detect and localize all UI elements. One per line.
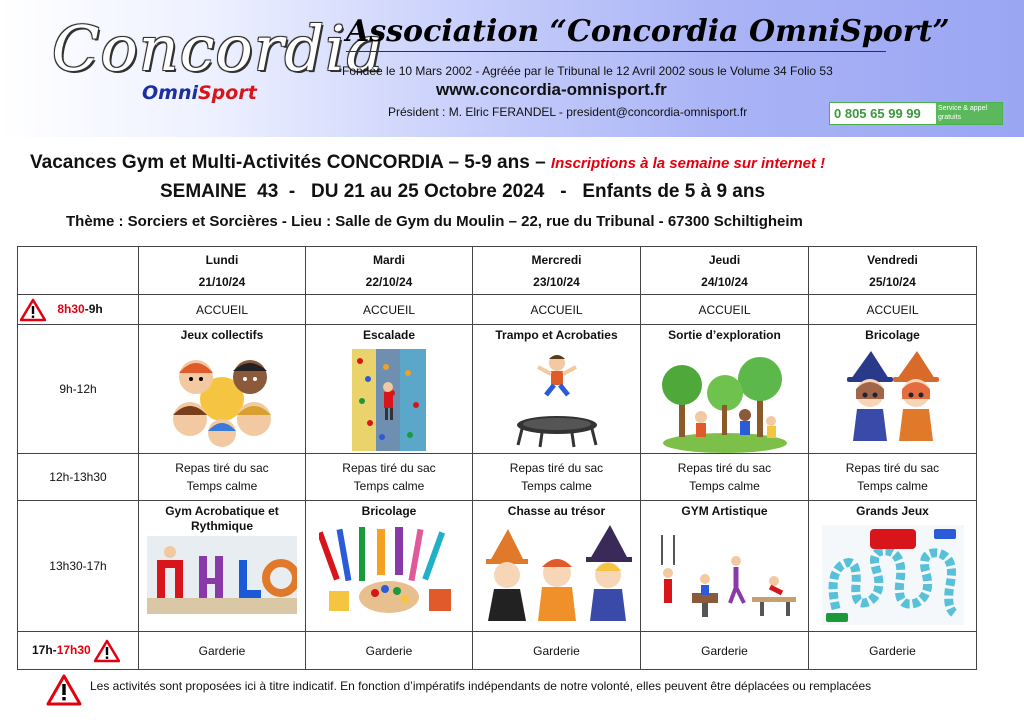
row-garderie [18, 632, 977, 670]
rest-text: Temps calme [689, 479, 760, 493]
activity-title: Escalade [362, 328, 416, 342]
phone-tag: Service & appel gratuits [936, 103, 1002, 124]
website-link[interactable]: www.concordia-omnisport.fr [436, 80, 667, 99]
logo-omni: Omni [142, 82, 198, 104]
rest-text: Temps calme [353, 479, 425, 493]
board-game-image [822, 525, 964, 625]
warning-icon [20, 298, 46, 322]
lunch-text: Repas tiré du sac [845, 461, 940, 475]
row-morning [18, 325, 977, 454]
lunch-cell [641, 454, 809, 501]
children-circle-image [162, 349, 282, 449]
warning-icon [94, 639, 120, 663]
day-header [473, 247, 641, 295]
title-line-3: Thème : Sorciers et Sorcières - Lieu : Salle de Gym du Moulin – 22, rue du Tribunal - 67300 Schiltigheim [66, 213, 803, 230]
activity-cell [809, 325, 977, 454]
row-lunch [18, 454, 977, 501]
phone-number[interactable]: 0 805 65 99 99 [834, 106, 921, 121]
day-name: Vendredi [867, 252, 918, 267]
time-cell: 9h-12h [18, 325, 139, 454]
day-header [306, 247, 473, 295]
activity-title: GYM Artistique [681, 504, 768, 518]
day-name: Jeudi [708, 252, 741, 267]
activity-title: Gym Acrobatique et Rythmique [165, 504, 279, 533]
time-cell [18, 632, 139, 670]
day-header [641, 247, 809, 295]
title-line-1 [30, 152, 825, 174]
lunch-text: Repas tiré du sac [342, 461, 436, 475]
phone-box [829, 102, 1003, 125]
lunch-text: Repas tiré du sac [175, 461, 269, 475]
lunch-cell [473, 454, 641, 501]
activity-title: Bricolage [361, 504, 417, 518]
logo-sport: Sport [198, 82, 257, 104]
schedule-table [17, 246, 977, 670]
time-end: -9h [84, 301, 103, 316]
time-start: 8h30 [57, 301, 85, 316]
header-banner [0, 0, 1024, 137]
slot-accueil: ACCUEIL [641, 295, 809, 325]
time-end: 17h30 [56, 642, 91, 657]
witch-children-image [843, 349, 943, 453]
activity-cell [641, 501, 809, 632]
time-cell [18, 295, 139, 325]
slot-accueil: ACCUEIL [473, 295, 641, 325]
activity-cell [473, 325, 641, 454]
slot-garderie: Garderie [641, 632, 809, 670]
day-header [809, 247, 977, 295]
treasure-hunt-image [482, 525, 632, 625]
footer-text: Les activités sont proposées ici à titre indicatif. En fonction d’impératifs indépendants de notre volonté, elles peuvent être déplacées ou remplacées [90, 679, 872, 693]
header-row [18, 247, 977, 295]
warning-icon [46, 674, 82, 706]
slot-accueil: ACCUEIL [139, 295, 306, 325]
founded-info: Fondée le 10 Mars 2002 - Agréée par le Tribunal le 12 Avril 2002 sous le Volume 34 Folio 53 [342, 64, 833, 78]
slot-garderie: Garderie [306, 632, 473, 670]
day-date: 22/10/24 [365, 274, 413, 289]
activity-cell [641, 325, 809, 454]
day-name: Mardi [372, 252, 405, 267]
exploration-image [661, 349, 789, 453]
logo-omnisport [142, 82, 257, 104]
activity-cell [809, 501, 977, 632]
association-title: Association “Concordia OmniSport” [346, 14, 886, 52]
day-date: 23/10/24 [533, 274, 580, 289]
title-registration: Inscriptions à la semaine sur internet ! [550, 155, 826, 172]
lunch-cell [139, 454, 306, 501]
art-supplies-image [319, 525, 459, 617]
corner-cell [18, 247, 139, 295]
lunch-text: Repas tiré du sac [677, 461, 772, 475]
day-date: 21/10/24 [198, 274, 246, 289]
lunch-cell [809, 454, 977, 501]
lunch-text: Repas tiré du sac [509, 461, 604, 475]
slot-garderie: Garderie [809, 632, 977, 670]
activity-title: Jeux collectifs [180, 328, 264, 342]
artistic-gym-image [652, 525, 798, 619]
title-line-2: SEMAINE 43 - DU 21 au 25 Octobre 2024 - Enfants de 5 à 9 ans [160, 181, 766, 202]
activity-cell [306, 501, 473, 632]
lunch-cell [306, 454, 473, 501]
time-start: 17h- [32, 642, 57, 657]
activity-title: Sortie d’exploration [668, 328, 781, 342]
acrobatic-gym-image [147, 536, 297, 614]
rest-text: Temps calme [186, 479, 258, 493]
day-name: Mercredi [531, 252, 582, 267]
time-cell: 12h-13h30 [18, 454, 139, 501]
activity-title: Bricolage [865, 328, 920, 342]
rest-text: Temps calme [521, 479, 592, 493]
activity-title: Chasse au trésor [507, 504, 606, 518]
activity-cell [473, 501, 641, 632]
title-main: Vacances Gym et Multi-Activités CONCORDIA – 5-9 ans – [30, 152, 546, 173]
president-info: Président : M. Elric FERANDEL - president@concordia-omnisport.fr [388, 105, 748, 119]
slot-accueil: ACCUEIL [809, 295, 977, 325]
activity-cell [139, 325, 306, 454]
row-accueil [18, 295, 977, 325]
time-cell: 13h30-17h [18, 501, 139, 632]
slot-garderie: Garderie [139, 632, 306, 670]
footer-notice [46, 674, 986, 708]
activity-cell [306, 325, 473, 454]
rest-text: Temps calme [857, 479, 928, 493]
day-header [139, 247, 306, 295]
logo-concordia: Concordia [52, 12, 384, 85]
day-date: 25/10/24 [869, 274, 916, 289]
day-date: 24/10/24 [701, 274, 748, 289]
activity-title: Trampo et Acrobaties [495, 328, 618, 342]
activity-title: Grands Jeux [856, 504, 929, 518]
trampoline-image [512, 349, 602, 449]
row-afternoon [18, 501, 977, 632]
slot-accueil: ACCUEIL [306, 295, 473, 325]
day-name: Lundi [205, 252, 239, 267]
climbing-wall-image [352, 349, 426, 451]
activity-cell [139, 501, 306, 632]
slot-garderie: Garderie [473, 632, 641, 670]
